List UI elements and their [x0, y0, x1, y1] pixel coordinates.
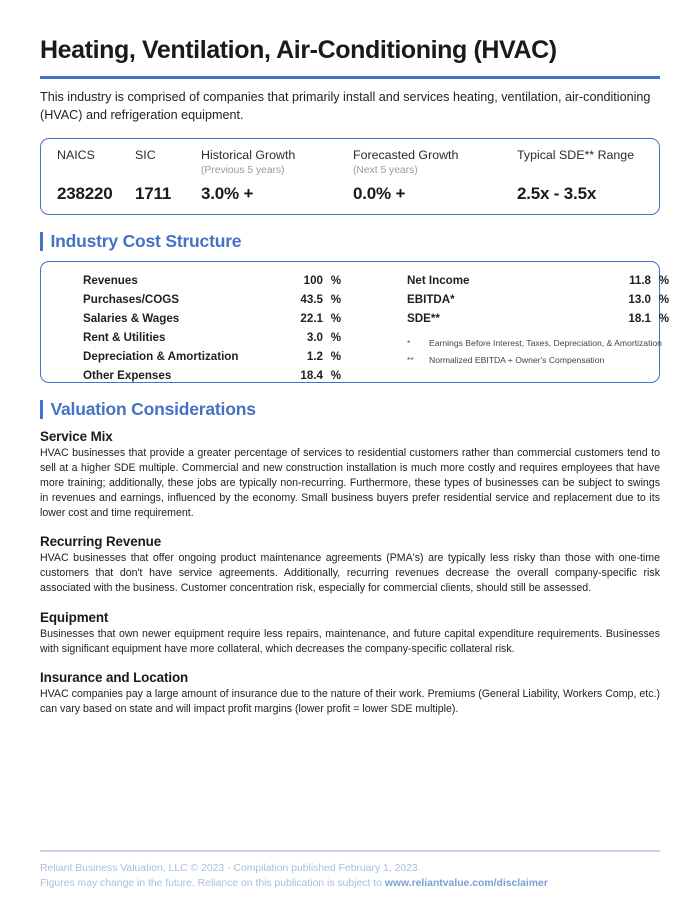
cost-label: Salaries & Wages: [83, 312, 180, 326]
stat-value-historical-growth: 3.0% +: [201, 184, 254, 204]
cost-value: 13.0: [628, 293, 651, 307]
footnote: [407, 355, 669, 367]
cost-value: 18.4: [300, 369, 323, 383]
cost-unit: %: [330, 293, 341, 307]
stat-value-typical-sde-range: 2.5x - 3.5x: [517, 184, 597, 204]
cost-row: [83, 347, 341, 366]
stat-sub-historical-growth: (Previous 5 years): [201, 165, 285, 177]
cost-label: Other Expenses: [83, 369, 172, 383]
footnote-marker: *: [407, 338, 411, 349]
cost-label: Revenues: [83, 274, 138, 288]
cost-label: Depreciation & Amortization: [83, 350, 239, 364]
cost-row: [83, 290, 341, 309]
consideration-body: Businesses that own newer equipment require less repairs, maintenance, and future capital expenditure requirements. Businesses with significant equipment have more collateral, which decreases the company-specific collateral risk.: [40, 627, 660, 655]
stats-row: [41, 148, 659, 214]
footer-disclaimer: [40, 876, 660, 892]
stat-value-naics: 238220: [57, 184, 113, 204]
footnote-text: Normalized EBITDA + Owner's Compensation: [429, 354, 605, 365]
cost-unit: %: [330, 312, 341, 326]
page-title: Heating, Ventilation, Air-Conditioning (HVAC): [40, 36, 557, 64]
footnote: [407, 338, 669, 350]
section-accent-bar-icon: [40, 400, 43, 419]
stat-value-sic: 1711: [135, 184, 172, 204]
cost-row: [407, 290, 669, 309]
cost-row: [83, 309, 341, 328]
cost-label: EBITDA*: [407, 293, 455, 307]
cost-unit: %: [330, 331, 341, 345]
stat-typical-sde-range: [517, 148, 634, 204]
stat-value-forecasted-growth: 0.0% +: [353, 184, 406, 204]
footer-divider: [40, 850, 660, 851]
stat-label-historical-growth: Historical Growth: [201, 148, 296, 163]
section-header-valuation: [40, 399, 660, 420]
industry-stats-box: [40, 138, 660, 215]
footer-copyright: Reliant Business Valuation, LLC © 2023 - Compilation published February 1, 2023: [40, 862, 418, 874]
cost-value: 43.5: [300, 293, 323, 307]
cost-value: 100: [303, 274, 323, 288]
cost-value: 1.2: [306, 350, 323, 364]
consideration-body: HVAC businesses that offer ongoing product maintenance agreements (PMA's) are typically less risky than those with one-time customers that don't have service agreements. Additionally, recurring revenues decrease the overall company-specific risk associated with the business. Customer concentration risk, especially for commercial clients, should still be assessed.: [40, 552, 660, 595]
section-header-cost-structure: [40, 231, 660, 252]
cost-column-right: [407, 271, 669, 371]
consideration-title: Service Mix: [40, 429, 113, 445]
cost-row: [83, 271, 341, 290]
cost-unit: %: [330, 274, 341, 288]
industry-description: This industry is comprised of companies that primarily install and services heating, ventilation, air-conditioning (HVAC) and refrigeration equipment.: [40, 89, 651, 122]
footnote-text: Earnings Before Interest, Taxes, Depreciation, & Amortization: [429, 338, 662, 349]
stat-sub-typical-sde-range: [517, 165, 634, 178]
cost-label: Net Income: [407, 274, 470, 288]
cost-unit: %: [658, 293, 669, 307]
footer-disclaimer-link[interactable]: www.reliantvalue.com/disclaimer: [384, 878, 548, 890]
cost-value: 22.1: [300, 312, 323, 326]
cost-value: 3.0: [306, 331, 323, 345]
footnote-marker: **: [407, 354, 414, 365]
consideration-recurring-revenue: [40, 534, 660, 596]
cost-label: Rent & Utilities: [83, 331, 166, 345]
cost-value: 11.8: [629, 274, 651, 288]
consideration-title: Equipment: [40, 609, 109, 625]
stat-naics: [57, 148, 113, 204]
cost-unit: %: [330, 369, 341, 383]
stat-label-naics: NAICS: [57, 148, 95, 163]
cost-label: SDE**: [407, 312, 440, 326]
title-divider: [40, 76, 660, 79]
stat-forecasted-growth: [353, 148, 458, 204]
cost-unit: %: [658, 312, 669, 326]
cost-unit: %: [658, 274, 669, 288]
footer-disclaimer-text: Figures may change in the future. Reliance on this publication is subject to: [40, 878, 385, 890]
cost-column-left: [83, 271, 341, 385]
stat-label-sic: SIC: [135, 148, 156, 163]
consideration-insurance-and-location: [40, 670, 660, 717]
cost-value: 18.1: [628, 312, 651, 326]
consideration-title: Recurring Revenue: [40, 534, 162, 550]
cost-row: [83, 328, 341, 347]
cost-label: Purchases/COGS: [83, 293, 180, 307]
section-accent-bar-icon: [40, 232, 43, 251]
consideration-body: HVAC companies pay a large amount of insurance due to the nature of their work. Premiums (General Liability, Workers Comp, etc.) can vary based on state and will impact profit margins (lower profit = lower SDE multiple).: [40, 687, 660, 715]
stat-historical-growth: [201, 148, 295, 204]
cost-unit: %: [330, 350, 341, 364]
section-title-valuation: Valuation Considerations: [50, 399, 256, 420]
stat-sic: [135, 148, 171, 204]
consideration-equipment: [40, 610, 660, 657]
section-title-cost-structure: Industry Cost Structure: [50, 231, 242, 252]
cost-footnotes: [407, 338, 669, 366]
page-footer: [40, 850, 660, 892]
consideration-service-mix: [40, 429, 660, 521]
cost-row: [407, 309, 669, 328]
consideration-body: HVAC businesses that provide a greater percentage of services to residential customers rather than commercial customers tend to sell at a higher SDE multiple. Commercial and new construction installation is much more costly and requires employees that have more training; additionally, these jobs are typically non-recurring. Furthermore, these types of businesses can be subject to swings in revenues and earnings, influenced by the economy. Small business buyers prefer residential service and replacement due to its lower cost and time requirement.: [40, 447, 660, 520]
stat-label-forecasted-growth: Forecasted Growth: [353, 148, 459, 163]
stat-sub-naics: [57, 165, 113, 178]
cost-row: [407, 271, 669, 290]
cost-structure-box: [40, 261, 669, 383]
consideration-title: Insurance and Location: [40, 669, 189, 685]
stat-label-typical-sde-range: Typical SDE** Range: [517, 148, 635, 163]
stat-sub-sic: [135, 165, 171, 178]
cost-row: [83, 366, 341, 385]
stat-sub-forecasted-growth: (Next 5 years): [353, 165, 418, 177]
